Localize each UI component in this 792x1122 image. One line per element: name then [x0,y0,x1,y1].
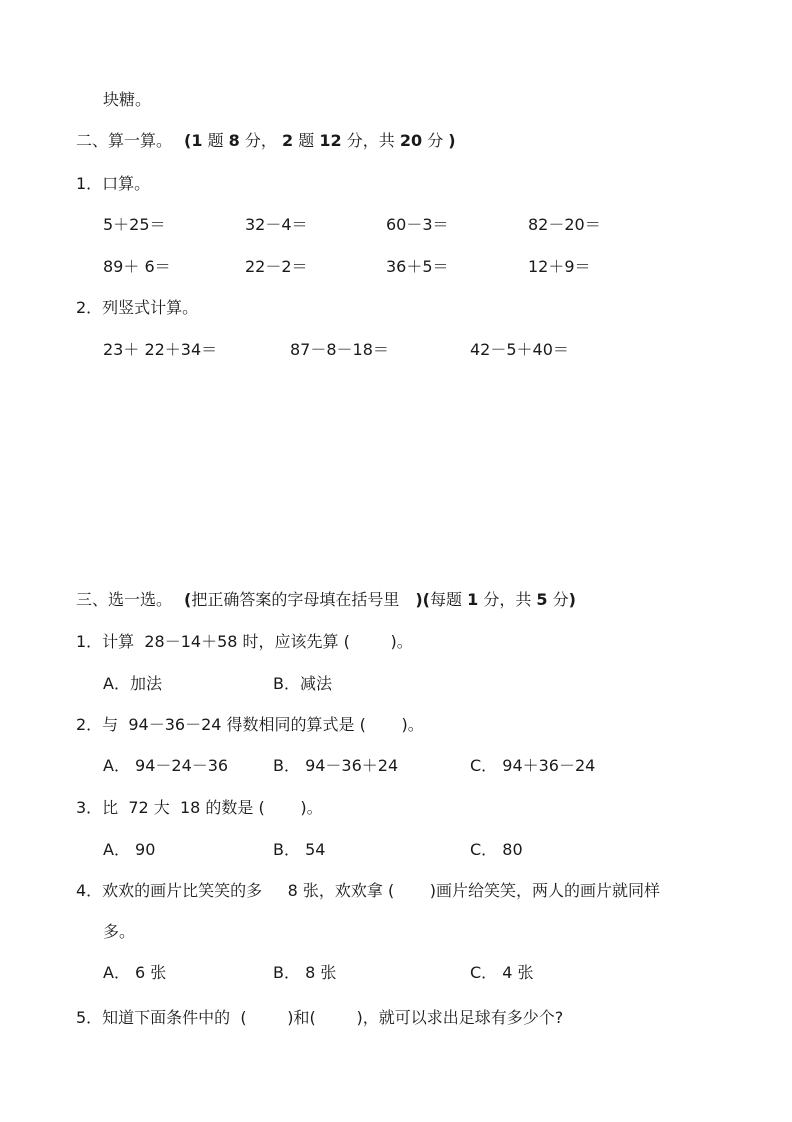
oral-row2-item: 12＋9＝ [528,257,591,276]
section-2-title: 二、算一算。 [76,131,173,150]
q4-option-a: A． 6 张 [103,963,167,982]
q4-option-b: B． 8 张 [273,963,337,982]
paren-close: ) [568,590,576,609]
q2-option-c: C． 94＋36－24 [470,756,596,775]
oral-row2-item: 36＋5＝ [386,257,449,276]
section-2-heading [76,131,456,151]
vertical-item: 87－8－18＝ [290,340,389,359]
q1-option-a: A．加法 [103,674,162,693]
oral-row1-item: 82－20＝ [528,215,601,234]
instruction: 把正确答案的字母填在括号里 [191,590,400,609]
section-3-title: 三、选一选。 [76,590,173,609]
q3-option-a: A． 90 [103,840,156,859]
oral-row1-item: 5＋25＝ [103,215,166,234]
paren-open: ( [184,590,192,609]
q4-option-c: C． 4 张 [470,963,534,982]
oral-label: 1．口算。 [76,174,151,193]
q1-word: 题 [207,131,224,150]
oral-row2-item: 89＋ 6＝ [103,257,171,276]
paren-close: ) [448,131,456,150]
fen-1: 分，共 [483,590,532,609]
oral-row1-item: 32－4＝ [245,215,308,234]
question-4-line1: 4．欢欢的画片比笑笑的多 8 张，欢欢拿 ( )画片给笑笑，两人的画片就同样 [76,881,661,900]
total-points: 20 [399,131,423,150]
q2-option-b: B． 94－36＋24 [273,756,399,775]
q2-number: 2 [282,131,294,150]
q3-option-b: B． 54 [273,840,326,859]
oral-row2-item: 22－2＝ [245,257,308,276]
fen-2: 分，共 [346,131,395,150]
top-fragment: 块糖。 [103,90,152,109]
question-4-line2: 多。 [103,922,136,941]
question-1: 1．计算 28－14＋58 时，应该先算 ( )。 [76,632,413,651]
points: 1 [467,590,479,609]
vertical-label: 2．列竖式计算。 [76,298,199,317]
paren-open: ( [184,131,192,150]
paren-pair: )( [415,590,430,609]
fen-2: 分 [552,590,569,609]
question-5: 5．知道下面条件中的 ( )和( )，就可以求出足球有多少个? [76,1008,564,1027]
section-3-heading [76,590,576,610]
vertical-item: 23＋ 22＋34＝ [103,340,218,359]
fen-1: 分， [244,131,277,150]
fen-3: 分 [427,131,444,150]
q2-word: 题 [298,131,315,150]
q3-option-c: C． 80 [470,840,523,859]
total-points: 5 [536,590,548,609]
oral-row1-item: 60－3＝ [386,215,449,234]
per-question: 每题 [429,590,462,609]
question-3: 3．比 72 大 18 的数是 ( )。 [76,798,323,817]
question-2: 2．与 94－36－24 得数相同的算式是 ( )。 [76,715,424,734]
q2-option-a: A． 94－24－36 [103,756,229,775]
q1-option-b: B．减法 [273,674,332,693]
q1-number: 1 [191,131,203,150]
q2-points: 12 [319,131,342,150]
q1-points: 8 [228,131,240,150]
vertical-item: 42－5＋40＝ [470,340,569,359]
